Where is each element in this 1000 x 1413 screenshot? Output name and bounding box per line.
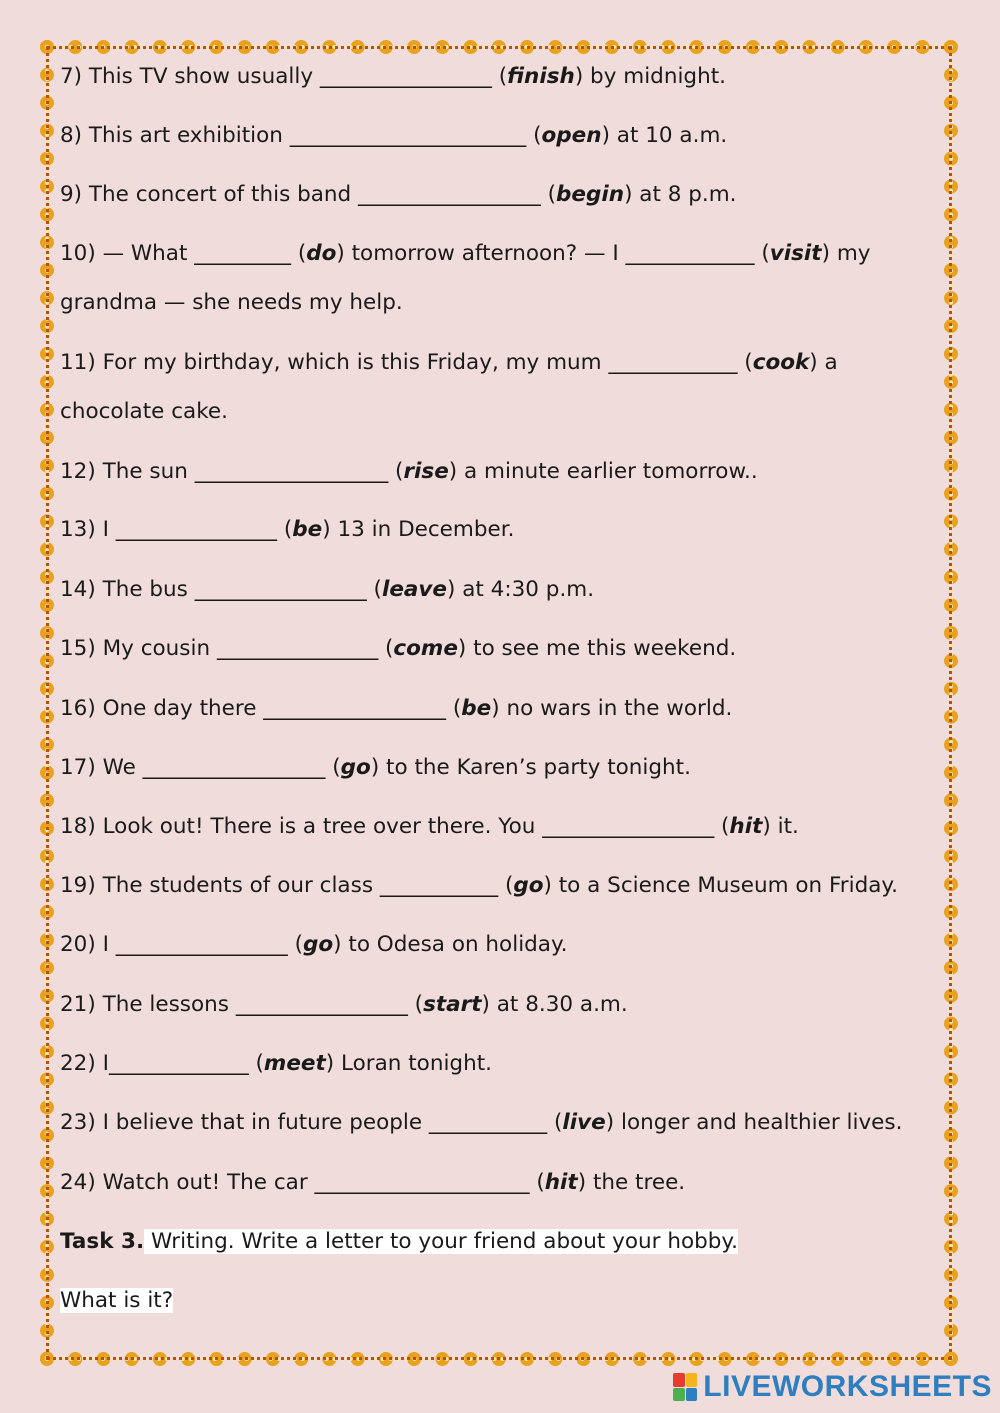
verb-hint: finish: [507, 64, 575, 89]
verb-hint: be: [461, 696, 492, 721]
exercise-10-continued: grandma — she needs my help.: [60, 290, 403, 315]
answer-blank[interactable]: _________________: [263, 696, 447, 721]
logo-badge-icon: [673, 1373, 697, 1401]
answer-blank[interactable]: _____________: [108, 1051, 249, 1076]
answer-blank[interactable]: _________________: [142, 755, 326, 780]
answer-blank[interactable]: ________________: [319, 64, 492, 89]
verb-hint: hit: [729, 814, 763, 839]
logo-text: LIVEWORKSHEETS: [703, 1370, 992, 1403]
exercise-18: 18) Look out! There is a tree over there. You ________________ (hit) it.: [60, 814, 799, 839]
exercise-14: 14) The bus ________________ (leave) at 4:30 p.m.: [60, 577, 595, 602]
answer-blank[interactable]: ____________________: [314, 1170, 530, 1195]
answer-blank[interactable]: _________________: [358, 182, 541, 207]
answer-blank[interactable]: ________________: [194, 577, 367, 602]
verb-hint: leave: [381, 577, 448, 602]
verb-hint: go: [303, 932, 334, 957]
verb-hint: open: [541, 123, 602, 148]
verb-hint: go: [513, 873, 544, 898]
answer-blank[interactable]: _______________: [216, 636, 379, 661]
task-3-heading: [60, 1227, 738, 1257]
exercise-24: 24) Watch out! The car ____________________ (hit) the tree.: [60, 1170, 686, 1195]
verb-hint: be: [292, 517, 323, 542]
exercise-10: 10) — What _________ (do) tomorrow afternoon? — I ____________ (visit) my: [60, 241, 871, 266]
verb-hint: do: [306, 241, 337, 266]
exercise-17: 17) We _________________ (go) to the Karen’s party tonight.: [60, 755, 691, 780]
answer-blank[interactable]: ___________: [428, 1110, 548, 1135]
verb-hint: cook: [752, 350, 810, 375]
verb-hint: rise: [403, 459, 449, 484]
task-label: Task 3.: [60, 1229, 145, 1254]
verb-hint: come: [393, 636, 458, 661]
exercise-8: 8) This art exhibition ______________________ (open) at 10 a.m.: [60, 123, 728, 148]
answer-blank[interactable]: ____________: [608, 350, 738, 375]
exercise-20: 20) I ________________ (go) to Odesa on holiday.: [60, 932, 568, 957]
exercise-11: 11) For my birthday, which is this Friday, my mum ____________ (cook) a: [60, 350, 838, 375]
verb-hint: meet: [263, 1051, 326, 1076]
exercise-15: 15) My cousin _______________ (come) to see me this weekend.: [60, 636, 737, 661]
exercise-13: 13) I _______________ (be) 13 in December.: [60, 517, 515, 542]
answer-blank[interactable]: __________________: [194, 459, 389, 484]
answer-blank[interactable]: _______________: [115, 517, 278, 542]
answer-blank[interactable]: ________________: [115, 932, 288, 957]
liveworksheets-logo[interactable]: [673, 1369, 992, 1405]
answer-blank[interactable]: ______________________: [289, 123, 527, 148]
exercise-22: 22) I_____________ (meet) Loran tonight.: [60, 1051, 492, 1076]
exercise-23: 23) I believe that in future people ___________ (live) longer and healthier lives.: [60, 1110, 903, 1135]
task-instruction: Writing. Write a letter to your friend about your hobby.: [144, 1229, 738, 1254]
verb-hint: visit: [769, 241, 822, 266]
verb-hint: live: [562, 1110, 606, 1135]
exercise-12: 12) The sun __________________ (rise) a minute earlier tomorrow..: [60, 459, 758, 484]
exercise-16: 16) One day there _________________ (be) no wars in the world.: [60, 696, 733, 721]
answer-blank[interactable]: ________________: [235, 992, 408, 1017]
task-3-question: What is it?: [60, 1288, 174, 1313]
answer-blank[interactable]: ____________: [625, 241, 755, 266]
verb-hint: hit: [544, 1170, 578, 1195]
exercise-21: 21) The lessons ________________ (start) at 8.30 a.m.: [60, 992, 628, 1017]
exercise-9: 9) The concert of this band _________________ (begin) at 8 p.m.: [60, 182, 737, 207]
exercise-19: 19) The students of our class ___________ (go) to a Science Museum on Friday.: [60, 873, 898, 898]
answer-blank[interactable]: _________: [194, 241, 291, 266]
verb-hint: start: [423, 992, 482, 1017]
answer-blank[interactable]: ___________: [379, 873, 499, 898]
exercise-11-continued: chocolate cake.: [60, 399, 228, 424]
exercise-7: 7) This TV show usually ________________ (finish) by midnight.: [60, 64, 726, 89]
verb-hint: go: [340, 755, 371, 780]
verb-hint: begin: [556, 182, 625, 207]
answer-blank[interactable]: ________________: [542, 814, 715, 839]
